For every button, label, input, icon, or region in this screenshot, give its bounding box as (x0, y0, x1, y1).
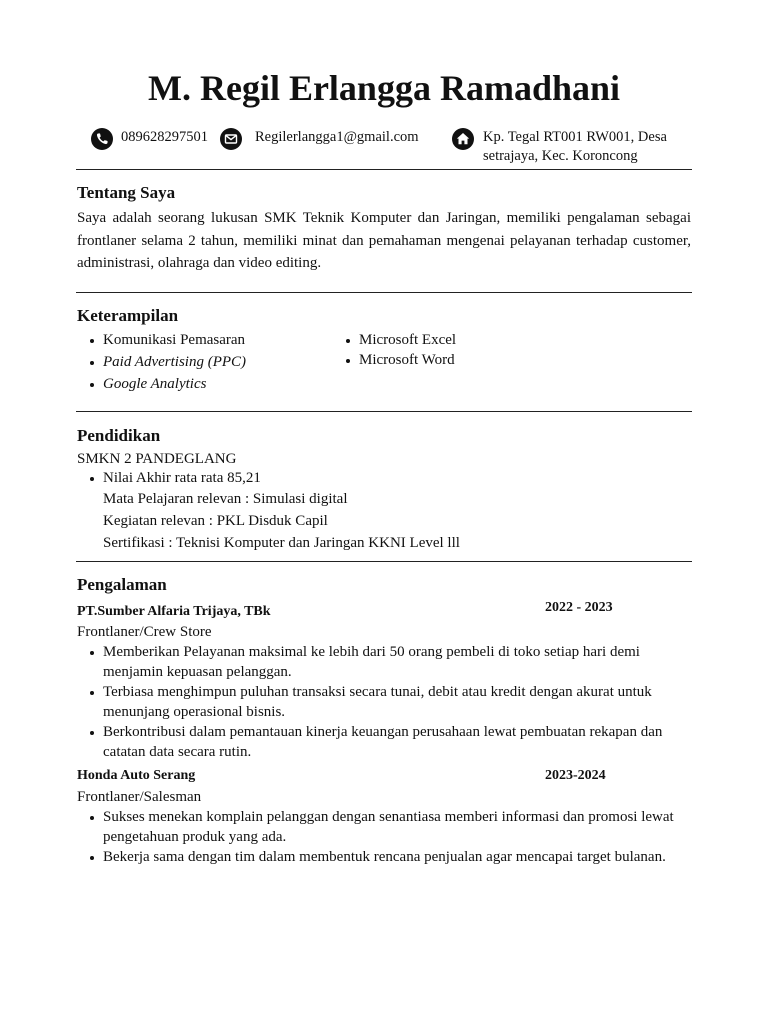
job-company: Honda Auto Serang (77, 768, 196, 783)
home-icon (452, 128, 474, 150)
job-years: 2022 - 2023 (545, 600, 613, 615)
section-heading-education: Pendidikan (77, 426, 161, 445)
education-grade: Nilai Akhir rata rata 85,21 (77, 468, 677, 488)
about-text: Saya adalah seorang lukusan SMK Teknik Komputer dan Jaringan, memiliki pengalaman sebagai frontlaner selama 2 tahun, memiliki minat dan pemahaman mengenai pelayanan terhadap customer, administrasi, olahraga dan video editing. (77, 210, 691, 271)
job-points (77, 807, 697, 867)
education-certification: Sertifikasi : Teknisi Komputer dan Jaringan KKNI Level lll (103, 535, 460, 551)
job-point: Berkontribusi dalam pemantauan kinerja keuangan perusahaan lewat pembuatan rekapan dan catatan data secara rutin. (77, 722, 677, 762)
skill-item: Google Analytics (77, 374, 327, 394)
job-company: PT.Sumber Alfaria Trijaya, TBk (77, 604, 271, 619)
education-subjects: Mata Pelajaran relevan : Simulasi digital (103, 491, 348, 507)
resume-name: M. Regil Erlangga Ramadhani (147, 68, 621, 108)
job-point: Sukses menekan komplain pelanggan dengan senantiasa memberi informasi dan promosi lewat pengetahuan produk yang ada. (77, 807, 697, 847)
skill-item: Komunikasi Pemasaran (77, 330, 327, 350)
email-address: Regilerlangga1@gmail.com (255, 129, 419, 145)
address-line-2: setrajaya, Kec. Koroncong (483, 148, 638, 164)
phone-icon (91, 128, 113, 150)
skill-item: Microsoft Word (333, 350, 633, 370)
school-name: SMKN 2 PANDEGLANG (77, 451, 237, 467)
job-role: Frontlaner/Crew Store (77, 624, 212, 640)
job-years: 2023-2024 (545, 768, 606, 783)
education-activities: Kegiatan relevan : PKL Disduk Capil (103, 513, 328, 529)
skill-item: Paid Advertising (PPC) (77, 352, 327, 372)
section-heading-skills: Keterampilan (77, 306, 179, 325)
section-heading-about: Tentang Saya (77, 183, 176, 202)
skills-list-right (333, 330, 633, 370)
skills-list-left (77, 330, 327, 394)
job-point: Bekerja sama dengan tim dalam membentuk rencana penjualan agar mencapai target bulanan. (77, 847, 697, 867)
section-heading-experience: Pengalaman (77, 575, 167, 594)
job-role: Frontlaner/Salesman (77, 789, 202, 805)
job-point: Terbiasa menghimpun puluhan transaksi secara tunai, debit atau kredit dengan akurat untuk menunjang operasional bisnis. (77, 682, 677, 722)
phone-number: 089628297501 (121, 129, 208, 145)
divider (76, 411, 692, 412)
address-line-1: Kp. Tegal RT001 RW001, Desa (483, 129, 667, 145)
divider (76, 292, 692, 293)
job-points (77, 642, 677, 762)
job-point: Memberikan Pelayanan maksimal ke lebih dari 50 orang pembeli di toko setiap hari demi menjamin kepuasan pelanggan. (77, 642, 677, 682)
skill-item: Microsoft Excel (333, 330, 633, 350)
education-list (77, 468, 677, 488)
divider (76, 561, 692, 562)
divider (76, 169, 692, 170)
email-icon (220, 128, 242, 150)
